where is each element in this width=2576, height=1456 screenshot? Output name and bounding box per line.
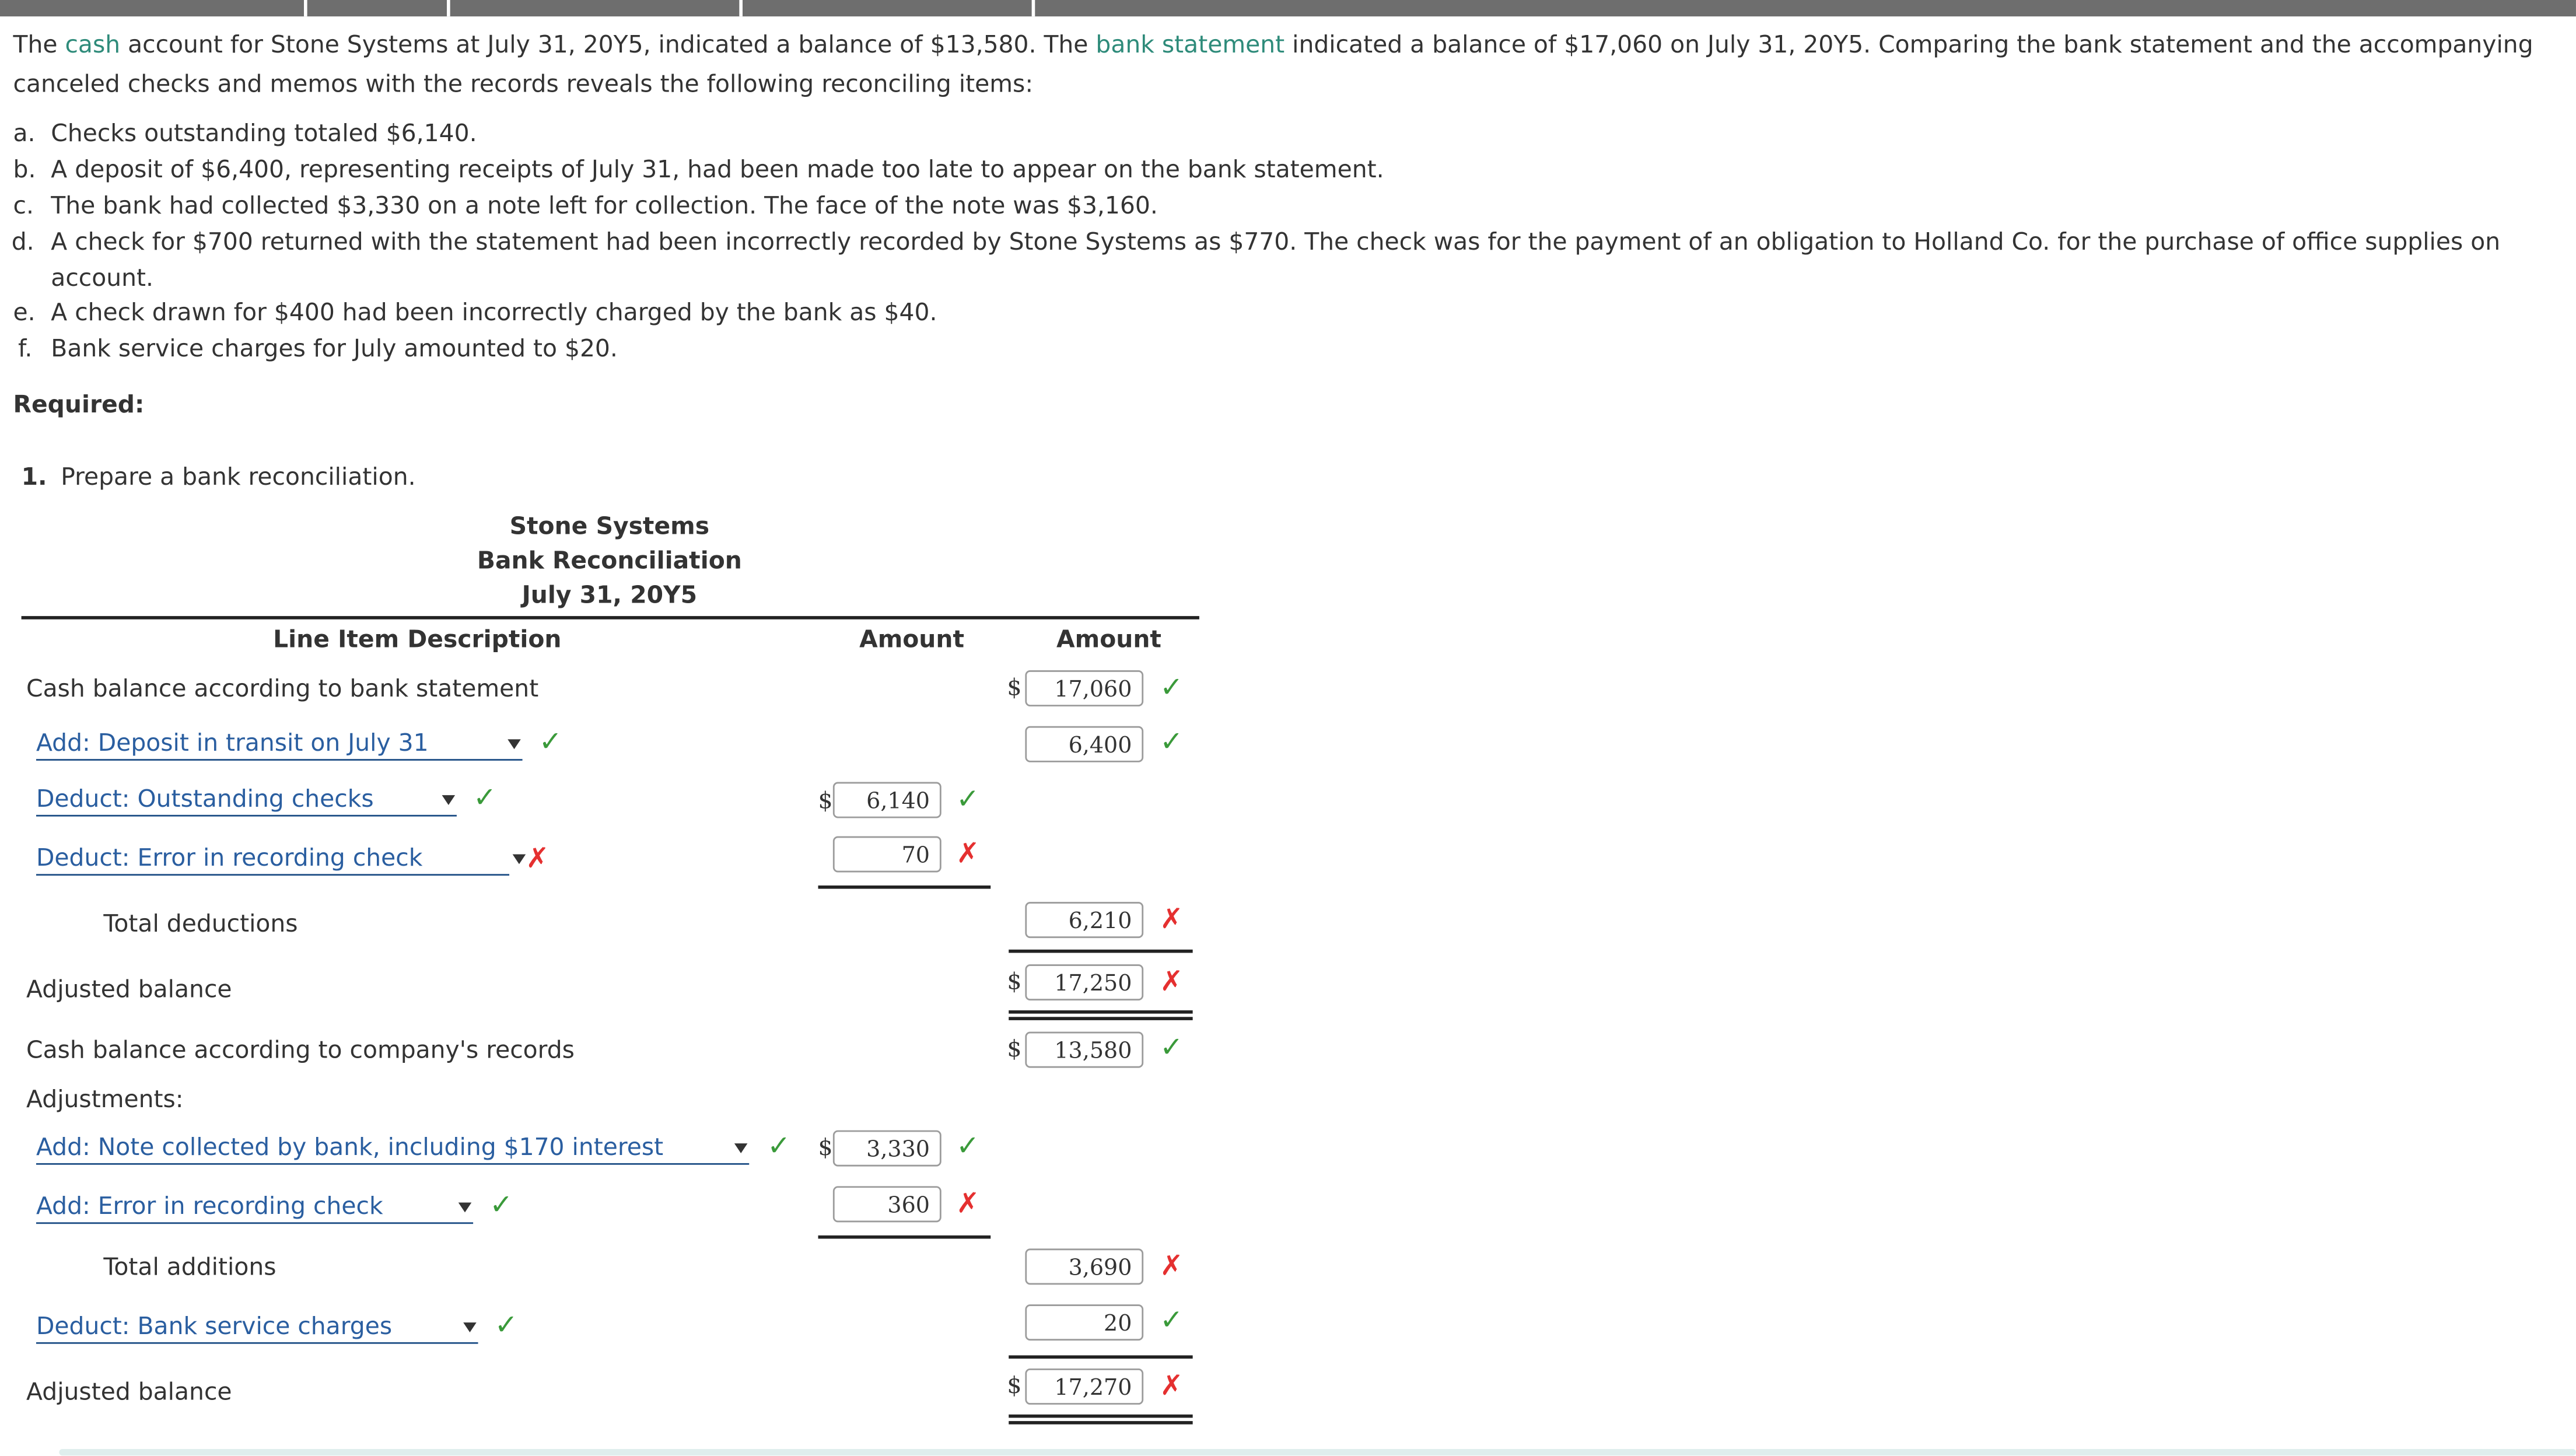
bank-balance-label: Cash balance according to bank statement <box>26 677 539 704</box>
x-icon: ✗ <box>956 838 980 871</box>
x-icon: ✗ <box>526 842 550 876</box>
bank-error-select[interactable]: Deduct: Error in recording check <box>36 846 509 876</box>
outstanding-checks-input[interactable]: 6,140 <box>833 782 942 818</box>
header-rule <box>22 616 1199 620</box>
tab-separator <box>304 0 307 16</box>
subtotal-rule <box>818 886 991 888</box>
service-charges-select[interactable]: Deduct: Bank service charges <box>36 1314 478 1344</box>
deposit-transit-select[interactable]: Add: Deposit in transit on July 31 <box>36 731 523 761</box>
x-icon: ✗ <box>956 1188 980 1221</box>
deposit-transit-input[interactable]: 6,400 <box>1025 726 1143 762</box>
check-icon: ✓ <box>1160 1304 1184 1338</box>
top-tab-bar <box>0 0 2576 16</box>
col-header-amount-2: Amount <box>1056 627 1161 654</box>
note-collected-select[interactable]: Add: Note collected by bank, including $170 interest <box>36 1135 749 1165</box>
check-icon: ✓ <box>956 1130 980 1163</box>
company-balance-label: Cash balance according to company's records <box>26 1038 575 1065</box>
total-rule <box>1009 950 1192 952</box>
total-additions-input[interactable]: 3,690 <box>1025 1248 1143 1284</box>
adjusted-balance-bank-input[interactable]: 17,250 <box>1025 964 1143 1000</box>
check-icon: ✓ <box>1160 1031 1184 1065</box>
total-additions-label: Total additions <box>103 1255 276 1282</box>
question-text: Prepare a bank reconciliation. <box>61 465 416 492</box>
adjusted-balance-bank-label: Adjusted balance <box>26 977 232 1004</box>
tab-separator <box>739 0 743 16</box>
total-deductions-label: Total deductions <box>103 912 298 939</box>
col-header-amount-1: Amount <box>859 627 964 654</box>
total-deductions-input[interactable]: 6,210 <box>1025 902 1143 938</box>
item-a: a. <box>13 121 36 148</box>
check-icon: ✓ <box>1160 726 1184 760</box>
check-icon: ✓ <box>1160 671 1184 705</box>
required-heading: Required: <box>13 393 145 419</box>
item-d: d. <box>11 230 34 257</box>
item-e-text: A check drawn for $400 had been incorrectly charged by the bank as $40. <box>51 300 937 327</box>
x-icon: ✗ <box>1160 965 1184 999</box>
check-icon: ✓ <box>494 1309 518 1342</box>
chevron-down-icon <box>734 1143 748 1153</box>
check-icon: ✓ <box>767 1130 791 1163</box>
chevron-down-icon <box>513 854 526 864</box>
check-icon: ✓ <box>473 782 497 815</box>
dollar-sign: $ <box>818 1135 833 1162</box>
bank-error-input[interactable]: 70 <box>833 836 942 872</box>
company-error-input[interactable]: 360 <box>833 1186 942 1222</box>
double-rule <box>1009 1415 1192 1417</box>
chevron-down-icon <box>442 795 456 805</box>
x-icon: ✗ <box>1160 903 1184 937</box>
dollar-sign: $ <box>818 788 833 815</box>
tab-separator <box>447 0 450 16</box>
bank-balance-input[interactable]: 17,060 <box>1025 670 1143 706</box>
x-icon: ✗ <box>1160 1250 1184 1283</box>
check-icon: ✓ <box>956 783 980 817</box>
check-icon: ✓ <box>538 726 562 760</box>
company-balance-input[interactable]: 13,580 <box>1025 1032 1143 1068</box>
item-d-text-cont: account. <box>51 266 154 293</box>
cash-link[interactable]: cash <box>65 33 121 60</box>
tab-separator <box>1032 0 1035 16</box>
chevron-down-icon <box>508 739 521 749</box>
statement-title: Bank Reconciliation <box>477 548 742 575</box>
item-b: b. <box>13 158 36 184</box>
item-d-text: A check for $700 returned with the statement had been incorrectly recorded by Stone Systems as $770. The check was for the payment of an obligation to Holland Co. for the purchase of office supplies on <box>51 230 2501 257</box>
item-a-text: Checks outstanding totaled $6,140. <box>51 121 477 148</box>
problem-statement: The cash account for Stone Systems at July 31, 20Y5, indicated a balance of $13,580. The bank statement indicated a balance of $17,060 on July 31, 20Y5. Comparing the bank statement and the accompanying canceled checks and memos with the records reveals the following reconciling items: <box>13 33 2533 99</box>
item-f: f. <box>18 337 33 363</box>
dollar-sign: $ <box>1007 1037 1022 1063</box>
dollar-sign: $ <box>1007 969 1022 996</box>
col-header-description: Line Item Description <box>273 627 562 654</box>
adjusted-balance-company-input[interactable]: 17,270 <box>1025 1368 1143 1405</box>
check-icon: ✓ <box>489 1189 513 1223</box>
subtotal-rule <box>818 1236 991 1238</box>
double-rule <box>1009 1421 1192 1423</box>
statement-date: July 31, 20Y5 <box>522 583 698 610</box>
x-icon: ✗ <box>1160 1370 1184 1404</box>
question-number: 1. <box>21 465 47 492</box>
item-c: c. <box>13 194 34 220</box>
company-name: Stone Systems <box>509 514 710 541</box>
adjusted-balance-company-label: Adjusted balance <box>26 1380 232 1406</box>
item-b-text: A deposit of $6,400, representing receipts of July 31, had been made too late to appear on the bank statement. <box>51 158 1384 184</box>
adjustments-label: Adjustments: <box>26 1087 184 1114</box>
company-error-select[interactable]: Add: Error in recording check <box>36 1194 473 1224</box>
double-rule <box>1009 1010 1192 1013</box>
bank-statement-link[interactable]: bank statement <box>1096 33 1285 60</box>
chevron-down-icon <box>459 1203 472 1213</box>
double-rule <box>1009 1017 1192 1019</box>
chevron-down-icon <box>463 1322 477 1332</box>
service-charges-input[interactable]: 20 <box>1025 1304 1143 1340</box>
dollar-sign: $ <box>1007 1373 1022 1400</box>
dollar-sign: $ <box>1007 675 1022 702</box>
outstanding-checks-select[interactable]: Deduct: Outstanding checks <box>36 787 457 817</box>
total-rule <box>1009 1355 1192 1357</box>
bottom-panel-edge <box>59 1449 2576 1455</box>
item-e: e. <box>13 300 36 327</box>
item-f-text: Bank service charges for July amounted to $20. <box>51 337 618 363</box>
item-c-text: The bank had collected $3,330 on a note left for collection. The face of the note was $3,160. <box>51 194 1158 220</box>
note-collected-input[interactable]: 3,330 <box>833 1130 942 1167</box>
